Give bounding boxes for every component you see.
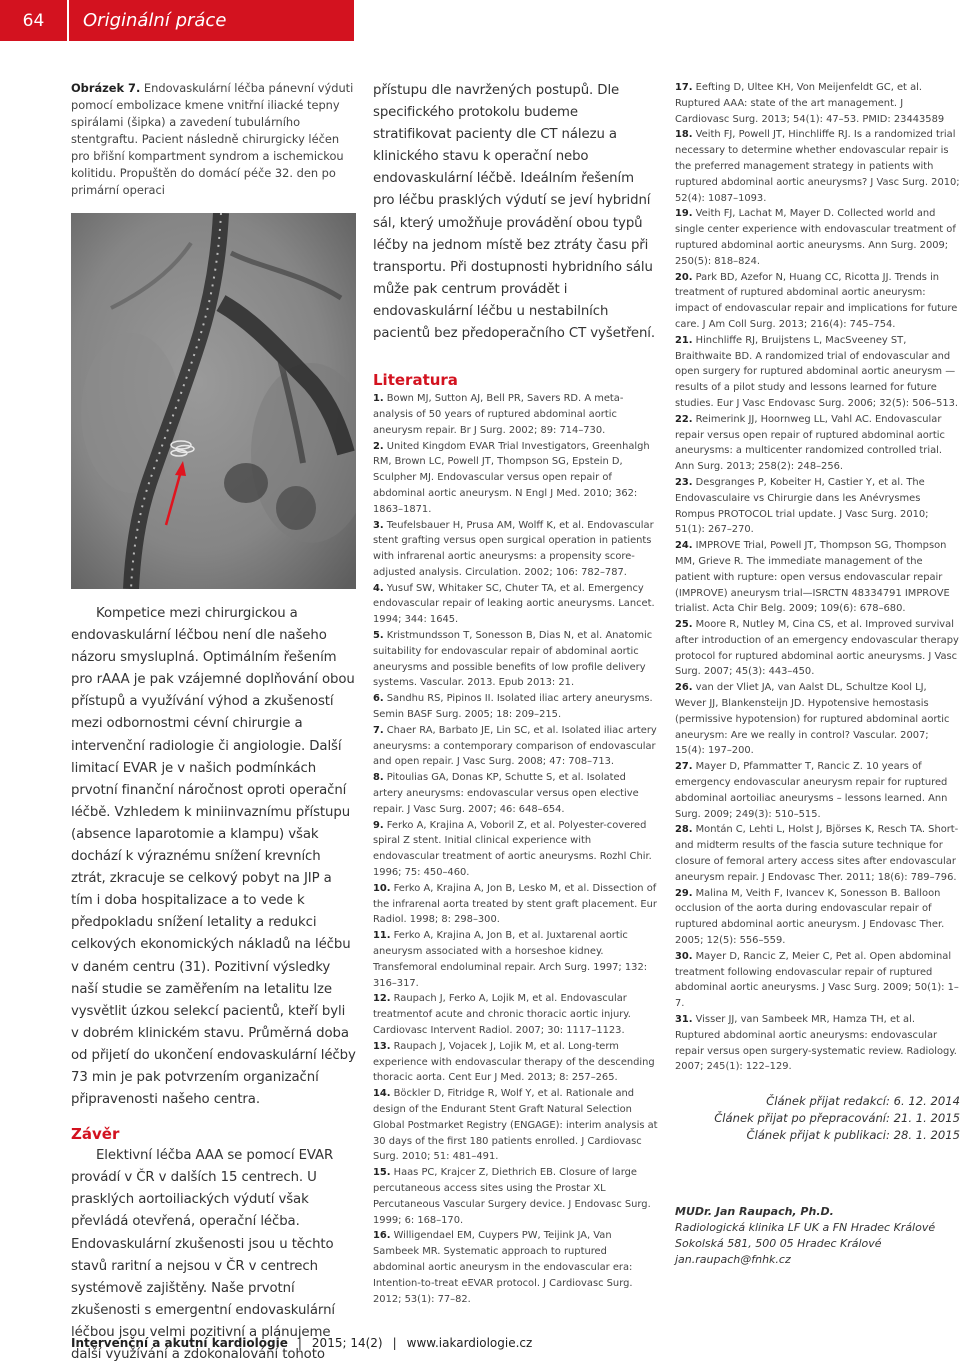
reference-item (373, 581, 658, 628)
reference-number: 7. (373, 724, 384, 736)
reference-item (675, 1012, 960, 1075)
reference-text: Mayer D, Rancic Z, Meier C, Pet al. Open abdominal treatment following endovascular repair of ruptured abdominal aortic aneurysms. J Vasc Surg. 2009; 50(1): 1–7. (675, 950, 959, 1010)
reference-text: United Kingdom EVAR Trial Investigators, Greenhalgh RM, Brown LC, Powell JT, Thompson SG, Epstein D, Sculpher MJ. Endovascular versus open repair of abdominal aortic aneurysm. N Engl J Med. 2010; 362: 1863–1871. (373, 440, 650, 515)
reference-item (675, 759, 960, 822)
column-left (71, 80, 356, 1366)
reference-item (373, 991, 658, 1038)
reference-item (675, 538, 960, 617)
reference-item (675, 886, 960, 949)
reference-text: Moore R, Nutley M, Cina CS, et al. Improved survival after introduction of an emergency endovascular therapy protocol for ruptured abdominal aortic aneurysms. J Vasc Surg. 2007; 45(3): 443–450. (675, 619, 959, 678)
reference-text: Bown MJ, Sutton AJ, Bell PR, Savers RD. A meta-analysis of 50 years of ruptured abdominal aortic aneurysm repair. Br J Surg. 2002; 89: 714–730. (373, 393, 624, 436)
author-email[interactable]: jan.raupach@fnhk.cz (675, 1253, 791, 1267)
reference-text: Eefting D, Ultee KH, Von Meijenfeldt GC, et al. Ruptured AAA: state of the art management. J Cardiovasc Surg. 2013; 54(1): 47–53. PMID: 23443589 (675, 82, 945, 125)
author-address: Sokolská 581, 500 05 Hradec Králové (675, 1237, 882, 1251)
reference-item (675, 270, 960, 333)
reference-number: 1. (373, 393, 384, 405)
column-middle (373, 80, 658, 1307)
reference-number: 16. (373, 1230, 391, 1242)
reference-item (675, 127, 960, 206)
reference-number: 23. (675, 476, 693, 488)
angiography-image (71, 213, 356, 589)
date-accepted: Článek přijat k publikaci: 28. 1. 2015 (746, 1128, 960, 1143)
date-revised: Článek přijat po přepracování: 21. 1. 2015 (714, 1111, 960, 1126)
reference-item (373, 691, 658, 723)
author-contact (675, 1204, 960, 1268)
reference-item (373, 1165, 658, 1228)
reference-text: Ferko A, Krajina A, Jon B, Lesko M, et al. Dissection of the infrarenal aorta treated by stent graft placement. Eur Radiol. 1998; 8: 298–300. (373, 882, 657, 926)
reference-text: Reimerink JJ, Hoornweg LL, Vahl AC. Endovascular repair versus open repair of ruptured abdominal aortic aneurysms: a multicenter randomized controlled trial. Ann Surg. 2013; 258(2): 248–256. (675, 413, 945, 473)
reference-number: 15. (373, 1167, 391, 1179)
reference-item (675, 949, 960, 1012)
date-received: Článek přijat redakcí: 6. 12. 2014 (766, 1094, 960, 1109)
reference-item (675, 475, 960, 538)
reference-item (373, 1039, 658, 1086)
reference-text: Montán C, Lehti L, Holst J, Björses K, Resch TA. Short- and midterm results of the fascia suture technique for closure of femoral artery access sites after endovascular aneurysm repair. J Endovasc Ther. 2011; 18(6): 789–796. (675, 824, 959, 883)
reference-item (675, 680, 960, 759)
literature-heading: Literatura (373, 371, 458, 390)
reference-list-part-2 (675, 80, 960, 1075)
reference-item (373, 1086, 658, 1165)
reference-item (373, 818, 658, 881)
section-title: Originální práce (69, 0, 354, 41)
reference-number: 9. (373, 819, 384, 831)
reference-item (373, 928, 658, 991)
column-right (675, 80, 960, 1268)
reference-text: Hinchliffe RJ, Bruijstens L, MacSveeney ST, Braithwaite BD. A randomized trial of endovascular and open surgery for ruptured abdominal aortic aneurysm — results of a pilot study and lessons learned for future studies. Eur J Vasc Endovasc Surg. 2006; 32(5): 506–513. (675, 334, 959, 409)
footer-issue: 2015; 14(2) (311, 1336, 383, 1350)
reference-number: 27. (675, 761, 693, 773)
reference-number: 28. (675, 824, 693, 836)
angiography-figure (71, 213, 356, 589)
reference-number: 6. (373, 693, 384, 705)
reference-item (373, 628, 658, 691)
reference-number: 10. (373, 882, 391, 894)
reference-list-part-1 (373, 391, 658, 1307)
reference-number: 29. (675, 887, 693, 899)
reference-item (373, 723, 658, 770)
reference-number: 17. (675, 82, 693, 93)
reference-item (675, 333, 960, 412)
paragraph-continuation: přístupu dle navržených postupů. Dle specifického protokolu budeme stratifikovat pacienty dle CT nálezu a klinického stavu k operační nebo endovaskulární léčbě. Ideálním řešením pro léčbu prasklých výdutí se jeví hybridní sál, který umožňuje provádění obou typů léčby na jednom místě bez ztráty času při transportu. Při dostupnosti hybridního sálu může pak centrum provádět i endovaskulární léčbu u nestabilních pacientů bez předoperačního CT vyšetření. (373, 83, 656, 342)
figure-caption-label: Obrázek 7. (71, 81, 141, 95)
article-dates (675, 1093, 960, 1144)
reference-text: Haas PC, Krajcer Z, Diethrich EB. Closure of large percutaneous access sites using the Prostar XL Percutaneous Vascular Surgery device. J Endovasc Surg. 1999; 6: 168–170. (373, 1167, 651, 1226)
reference-item (675, 822, 960, 885)
author-affiliation: Radiologická klinika LF UK a FN Hradec Králové (675, 1221, 936, 1235)
reference-item (373, 518, 658, 581)
footer-journal: Intervenční a akutní kardiologie (71, 1336, 288, 1350)
conclusion-heading: Závěr (71, 1125, 120, 1144)
reference-number: 4. (373, 582, 384, 594)
reference-item (373, 770, 658, 817)
reference-number: 24. (675, 540, 693, 552)
reference-text: Pitoulias GA, Donas KP, Schutte S, et al. Isolated artery aneurysms: endovascular versus open elective repair. J Vasc Surg. 2007; 46: 648–654. (373, 772, 639, 815)
reference-item (373, 1228, 658, 1307)
reference-number: 14. (373, 1088, 391, 1100)
reference-number: 5. (373, 630, 384, 642)
reference-text: Veith FJ, Powell JT, Hinchliffe RJ. Is a randomized trial necessary to determine whether endovascular repair is the preferred management strategy in patients with ruptured abdominal aortic aneurysms? J Vasc Surg. 2010; 52(4): 1087–1093. (675, 129, 960, 204)
reference-item (373, 391, 658, 438)
author-name: MUDr. Jan Raupach, Ph.D. (675, 1205, 834, 1219)
reference-text: Yusuf SW, Whitaker SC, Chuter TA, et al. Emergency endovascular repair of leaking aortic aneurysms. Lancet. 1994; 344: 1645. (373, 582, 655, 626)
figure-caption-text: Endovaskulární léčba pánevní výduti pomocí embolizace kmene vnitřní iliacké tepny spirálami (šipka) a zavedení tubulárního stentgraftu. Pacient následně chirurgicky léčen pro břišní kompartment syndrom a ischemickou kolitidu. Propuštěn do domácí péče 32. den po primární operaci (71, 81, 354, 197)
reference-text: Kristmundsson T, Sonesson B, Dias N, et al. Anatomic suitability for endovascular repair of abdominal aortic aneurysms and possible benefits of low profile delivery systems. Vascular. 2013. Epub 2013: 21. (373, 630, 653, 689)
reference-text: Chaer RA, Barbato JE, Lin SC, et al. Isolated iliac artery aneurysms: a contemporary comparison of endovascular and open repair. J Vasc Surg. 2008; 47: 708–713. (373, 724, 657, 768)
reference-number: 26. (675, 682, 693, 694)
reference-text: Willigendael EM, Cuypers PW, Teijink JA, Van Sambeek MR. Systematic approach to ruptured abdominal aortic aneurysm in the endovascular era: Intention-to-treat eEVAR protocol. J Cardiovasc Surg. 2012; 53(1): 77–82. (373, 1230, 633, 1305)
reference-item (675, 617, 960, 680)
reference-text: Ferko A, Krajina A, Voboril Z, et al. Polyester-covered spiral Z stent. Initial clinical experience with endovascular treatment of aortic aneurysms. Rozhl Chir. 1996; 75: 450–460. (373, 819, 652, 879)
reference-number: 25. (675, 619, 693, 631)
reference-text: Ferko A, Krajina A, Jon B, et al. Juxtarenal aortic aneurysm associated with a horseshoe kidney. Transfemoral endoluminal repair. Arch Surg. 1997; 132: 316–317. (373, 930, 648, 989)
page-number: 64 (0, 0, 67, 41)
reference-number: 21. (675, 334, 693, 346)
reference-text: Park BD, Azefor N, Huang CC, Ricotta JJ. Trends in treatment of ruptured abdominal aortic aneurysm: impact of endovascular repair and implications for future care. J Am Coll Surg. 2013; 216(4): 745–754. (675, 271, 958, 330)
reference-item (373, 881, 658, 928)
reference-item (675, 412, 960, 475)
reference-item (373, 439, 658, 518)
reference-text: van der Vliet JA, van Aalst DL, Schultze Kool LJ, Wever JJ, Blankensteijn JD. Hypotensive hemostasis (permissive hypotension) for ruptured abdominal aortic aneurysm: Are we really in control? Vascular. 2007; 15(4): 197–200. (675, 682, 950, 757)
reference-number: 13. (373, 1040, 391, 1052)
reference-text: Visser JJ, van Sambeek MR, Hamza TH, et al. Ruptured abdominal aortic aneurysms: endovascular repair versus open surgery-systematic review. Radiology. 2007; 245(1): 122–129. (675, 1014, 957, 1073)
page-footer: Intervenční a akutní kardiologie | 2015; 14(2) | www.iakardiologie.cz (71, 1336, 533, 1350)
reference-text: Böckler D, Fitridge R, Wolf Y, et al. Rationale and design of the Endurant Stent Graft Natural Selection Global Postmarket Registry (ENGAGE): interim analysis at 30 days of the first 180 patients enrolled. J Cardiovasc Surg. 2010; 51: 481–491. (373, 1088, 658, 1163)
reference-number: 3. (373, 519, 384, 531)
footer-url[interactable]: www.iakardiologie.cz (406, 1336, 533, 1350)
reference-number: 12. (373, 993, 391, 1005)
reference-text: Veith FJ, Lachat M, Mayer D. Collected world and single center experience with endovascular treatment of ruptured abdominal aortic aneurysms. Ann Surg. 2009; 250(5): 818–824. (675, 208, 956, 267)
paragraph-conclusion: Elektivní léčba AAA se pomocí EVAR provádí v ČR v dalších 15 centrech. U prasklých aortoiliackých výdutí však převládá otevřená, operační léčba. Endovaskulární zkušenosti jsou u těchto stavů raritní a nejsou v ČR v centrech systémově zajištěny. Naše prvotní zkušenosti s emergentní endovaskulární léčbou jsou velmi pozitivní a plánujeme další využívání a zdokonalování tohoto (71, 1148, 335, 1362)
reference-text: Raupach J, Vojacek J, Lojik M, et al. Long-term experience with endovascular therapy of the descending thoracic aorta. Cent Eur J Med. 2013; 8: 257–265. (373, 1040, 655, 1084)
reference-number: 8. (373, 772, 384, 784)
reference-number: 2. (373, 440, 384, 452)
reference-text: Raupach J, Ferko A, Lojik M, et al. Endovascular treatmentof acute and chronic thoracic aortic injury. Cardiovasc Intervent Radiol. 2007; 30: 1117–1123. (373, 993, 631, 1036)
reference-number: 11. (373, 930, 391, 942)
reference-text: Desgranges P, Kobeiter H, Castier Y, et al. The Endovasculaire vs Chirurgie dans les Anévrysmes Rompus PROTOCOL trial update. J Vasc Surg. 2010; 51(1): 267–270. (675, 476, 929, 536)
reference-text: Teufelsbauer H, Prusa AM, Wolff K, et al. Endovascular stent grafting versus open surgical operation in patients with infrarenal aortic aneurysms: a propensity score-adjusted analysis. Circulation. 2002; 106: 782–787. (373, 519, 654, 578)
reference-text: IMPROVE Trial, Powell JT, Thompson SG, Thompson MM, Grieve R. The immediate management of the patient with rupture: open versus endovascular repair (IMPROVE) aneurysm trial—ISRCTN 48334791 IMPROVE trialist. Acta Chir Belg. 2009; 109(6): 678–680. (675, 540, 950, 615)
figure-caption (71, 80, 356, 199)
reference-number: 22. (675, 413, 693, 425)
reference-number: 20. (675, 271, 693, 283)
page-header (0, 0, 354, 41)
reference-text: Sandhu RS, Pipinos II. Isolated iliac artery aneurysms. Semin BASF Surg. 2005; 18: 209–215. (373, 693, 653, 721)
reference-number: 19. (675, 208, 693, 220)
paragraph-competition: Kompetice mezi chirurgickou a endovaskulární léčbou není dle našeho názoru smysluplná. Optimálním řešením pro rAAA je pak vzájemné doplňování obou přístupů a využívání výhod a zkušeností mezi odbornostmi cévní chirurgie a intervenční radiologie či angiologie. Další limitací EVAR je v našich podmínkách prvotní finanční náročnost oproti operační léčbě. Vzhledem k miniinvaznímu přístupu (absence laparotomie a klampu) však dochází k výraznému snížení krevních ztrát, zkracuje se celkový pobyt na JIP a tím i doba hospitalizace a to vede k předpokladu snížení letality a redukci celkových ekonomických nákladů na léčbu v daném centru (31). Pozitivní výsledky naší studie se zaměřením na letalitu lze vysvětlit úzkou selekcí pacientů, kteří byli v dobrém klinickém stavu. Průměrná doba od přijetí do ukončení endovaskulární léčby 73 min je pak potvrzením organizační připravenosti našeho centra. (71, 606, 356, 1108)
reference-number: 18. (675, 129, 693, 141)
reference-text: Mayer D, Pfammatter T, Rancic Z. 10 years of emergency endovascular aneurysm repair for ruptured abdominal aortoiliac aneurysms – lessons learned. Ann Surg. 2009; 249(3): 510–515. (675, 761, 948, 820)
reference-number: 30. (675, 950, 693, 962)
reference-item (675, 206, 960, 269)
reference-number: 31. (675, 1014, 693, 1026)
reference-text: Malina M, Veith F, Ivancev K, Sonesson B. Balloon occlusion of the aorta during endovascular repair of ruptured abdominal aortic aneurysm. J Endovasc Ther. 2005; 12(5): 556–559. (675, 887, 945, 947)
reference-item (675, 80, 960, 127)
